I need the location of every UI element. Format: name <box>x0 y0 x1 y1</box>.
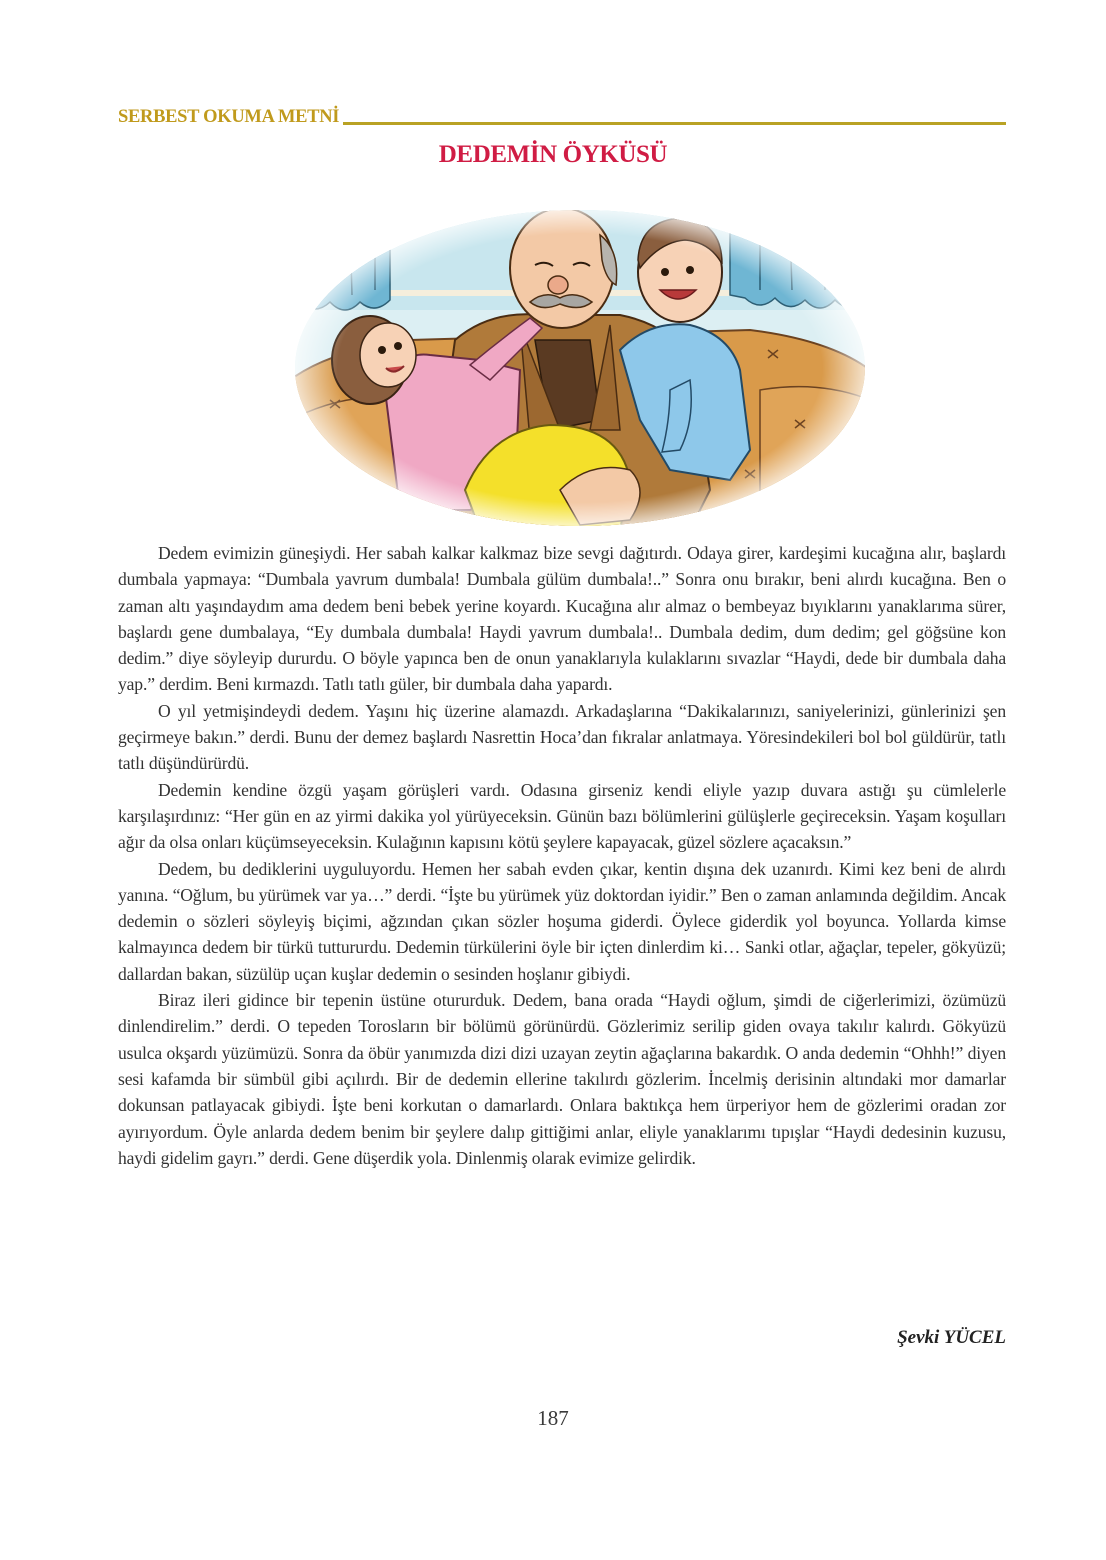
section-divider <box>343 122 1006 125</box>
page-number: 187 <box>537 1406 569 1430</box>
author-name: Şevki YÜCEL <box>897 1327 1006 1348</box>
paragraph: O yıl yetmişindeydi dedem. Yaşını hiç üzerine alamazdı. Arkadaşlarına “Dakikalarınızı, saniyelerinizi, günlerinizi şen geçirmeye bakın.” derdi. Bunu der demez başlardı Nasrettin Hoca’dan fıkralar anlatmaya. Yöresindekileri bol bol güldürür, tatlı tatlı düşündürürdü. <box>118 700 1006 774</box>
story-title: DEDEMİN ÖYKÜSÜ <box>438 141 668 168</box>
story-body <box>118 540 1006 1171</box>
section-header <box>118 106 1006 128</box>
section-label: SERBEST OKUMA METNİ <box>118 107 340 127</box>
paragraph: Dedem, bu dediklerini uyguluyordu. Hemen her sabah evden çıkar, kentin dışına dek uzanırdı. Kimi kez beni de alırdı yanına. “Oğlum, bu yürümek var ya…” derdi. “İşte bu yürümek yüz doktordan iyidir.” Ben o zaman anlamında değildim. Ancak dedemin o sözleri söyleyiş biçimi, ağzından çıkan sözler hoşuma giderdi. Öylece giderdik yol boyunca. Yollarda kimse kalmayınca dedem bir türkü tuttururdu. Dedemin türkülerini öyle bir içten dinlerdim ki… Sanki otlar, ağaçlar, tepeler, gökyüzü; dallardan bakan, süzülüp uçan kuşlar dedemin o sesinden hoşlanır gibiydi. <box>118 858 1006 984</box>
paragraph: Dedemin kendine özgü yaşam görüşleri vardı. Odasına girseniz kendi eliyle yazıp duvara astığı şu cümlelerle karşılaşırdınız: “Her gün en az yirmi dakika yol yürüyeceksin. Günün bazı bölümlerini gülüşlerle geçireceksin. Yaşam koşulları ağır da olsa onları küçümseyeceksin. Kulağının kapısını kötü şeylere kapayacak, güzel sözlere açacaksın.” <box>118 779 1006 853</box>
story-illustration <box>290 190 870 530</box>
paragraph: Dedem evimizin güneşiydi. Her sabah kalkar kalkmaz bize sevgi dağıtırdı. Odaya girer, kardeşimi kucağına alır, başlardı dumbala yapmaya: “Dumbala yavrum dumbala! Dumbala gülüm dumbala!..” Sonra onu bırakır, beni alırdı kucağına. Ben o zaman altı yaşındaydım ama dedem beni bebek yerine koyardı. Kucağına alır almaz o bembeyaz bıyıklarını yanaklarıma sürer, başlardı gene dumbalaya, “Ey dumbala dumbala! Haydi yavrum dumbala!.. Dumbala dedim, dum dedim; gel göğsüne kon dedim.” diye söyleyip dururdu. O böyle yapınca ben de onun yanaklarıyla kulaklarını sıvazlar “Haydi, dede bir dumbala daha yap.” derdim. Beni kırmazdı. Tatlı tatlı güler, bir dumbala daha yapardı. <box>118 543 1006 695</box>
paragraph: Biraz ileri gidince bir tepenin üstüne otururduk. Dedem, bana orada “Haydi oğlum, şimdi de ciğerlerimizi, özümüzü dinlendirelim.” derdi. O tepeden Torosların bir bölümü görünürdü. Gözlerimiz serilip giden ovaya takılır kalırdı. Gökyüzü usulca okşardı yüzümüzü. Sonra da öbür yanımızda dizi dizi uzayan zeytin ağaçlarına bakardık. O anda dedemin “Ohhh!” diyen sesi kafamda bir sümbül gibi açılırdı. Bir de dedemin ellerine takılırdı gözlerim. İncelmiş derisinin altındaki mor damarlar dokunsan patlayacak gibiydi. İşte beni korkutan o damarlardı. Onlara baktıkça hem ürperiyor hem de gözlerimi oradan zor ayırıyordum. Öyle anlarda dedem benim bir şeylere dalıp gittiğimi anlar, eliyle yanaklarımı tıpışlar “Haydi dedesinin kuzusu, haydi gidelim gayrı.” derdi. Gene düşerdik yola. Dinlenmiş olarak evimize gelirdik. <box>118 990 1006 1168</box>
